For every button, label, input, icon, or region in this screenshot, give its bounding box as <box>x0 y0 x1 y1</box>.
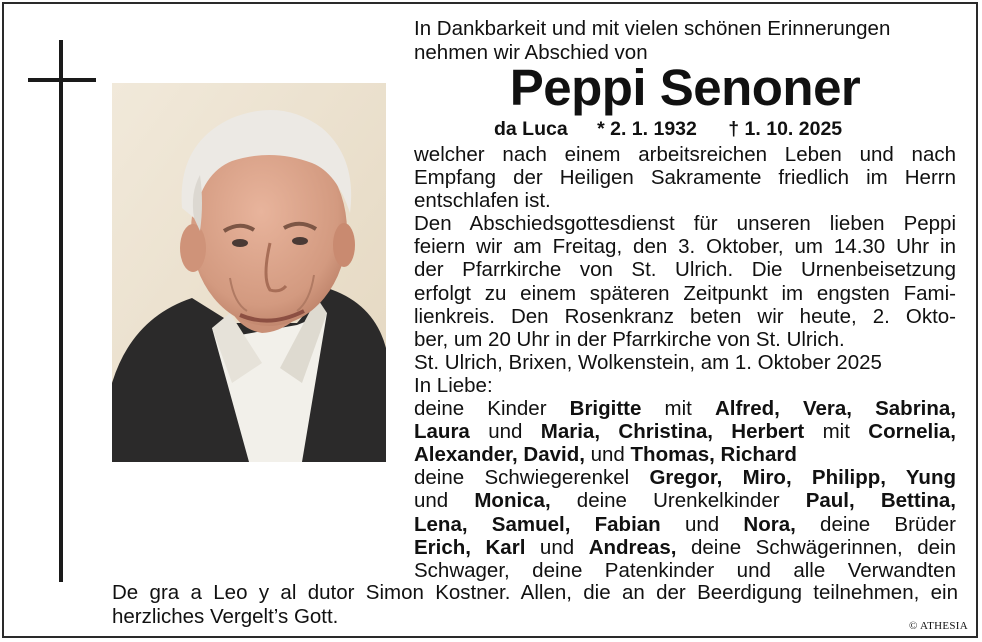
family-line: Erich, Karl und Andreas, deine Schwägerinnen, dein <box>414 535 956 559</box>
body-line: feiern wir am Freitag, den 3. Oktober, um 14.30 Uhr in <box>414 235 956 259</box>
body-line: Den Abschiedsgottesdienst für unseren lieben Peppi <box>414 212 956 236</box>
in-love-line: In Liebe: <box>414 373 493 397</box>
cross-icon-vertical <box>59 40 63 582</box>
family-line: Lena, Samuel, Fabian und Nora, deine Brüder <box>414 512 956 536</box>
body-line: Empfang der Heiligen Sakramente friedlich im Herrn <box>414 166 956 190</box>
body-line: der Pfarrkirche von St. Ulrich. Die Urnenbeisetzung <box>414 258 956 282</box>
family-line: Laura und Maria, Christina, Herbert mit Cornelia, <box>414 420 956 444</box>
birth-date: * 2. 1. 1932 <box>597 118 697 140</box>
closing-line: De gra a Leo y al dutor Simon Kostner. Allen, die an der Beerdigung teilnehmen, ein <box>112 581 958 604</box>
body-line: entschlafen ist. <box>414 189 551 213</box>
deceased-name: Peppi Senoner <box>509 59 861 116</box>
family-line: deine Kinder Brigitte mit Alfred, Vera, Sabrina, <box>414 397 956 421</box>
family-line: und Monica, deine Urenkelkinder Paul, Bettina, <box>414 489 956 513</box>
closing-line: herzliches Vergelt’s Gott. <box>112 604 339 628</box>
place-date-line: St. Ulrich, Brixen, Wolkenstein, am 1. Oktober 2025 <box>414 350 882 374</box>
portrait-photo <box>112 83 386 462</box>
life-dates <box>494 117 934 141</box>
body-line: erfolgt zu einem späteren Zeitpunkt im engsten Fami- <box>414 281 956 305</box>
notice-body <box>414 143 956 582</box>
copyright-notice: © ATHESIA <box>908 620 968 632</box>
intro-line: nehmen wir Abschied von <box>414 41 648 64</box>
death-date: † 1. 10. 2025 <box>728 118 843 140</box>
body-line: lienkreis. Den Rosenkranz beten wir heute, 2. Okto- <box>414 304 956 328</box>
family-line: deine Schwiegerenkel Gregor, Miro, Philipp, Yung <box>414 466 956 490</box>
cross-icon-horizontal <box>28 78 96 82</box>
closing-text <box>112 581 958 628</box>
family-line: Schwager, deine Patenkinder und alle Verwandten <box>414 558 956 582</box>
deceased-alias: da Luca <box>494 118 568 140</box>
intro-line: In Dankbarkeit und mit vielen schönen Erinnerungen <box>414 17 891 40</box>
body-line: ber, um 20 Uhr in der Pfarrkirche von St. Ulrich. <box>414 327 845 351</box>
family-line: Alexander, David, und Thomas, Richard <box>414 443 797 467</box>
body-line: welcher nach einem arbeitsreichen Leben und nach <box>414 143 956 166</box>
